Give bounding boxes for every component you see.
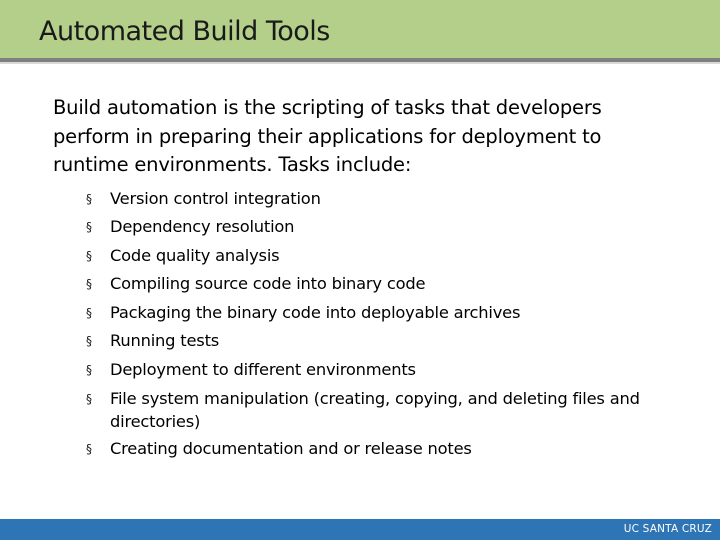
list-item — [53, 387, 673, 433]
list-item-text: Version control integration — [110, 188, 321, 208]
list-item-text: Dependency resolution — [110, 217, 295, 237]
list-item-text: File system manipulation (creating, copying, and deleting files and directories) — [110, 388, 640, 431]
list-item — [53, 272, 673, 296]
list-item-text: Packaging the binary code into deployable archives — [110, 302, 521, 322]
bullet-icon: § — [86, 391, 92, 406]
list-item — [53, 244, 673, 268]
bullet-icon: § — [86, 334, 92, 349]
footer-label: UC SANTA CRUZ — [623, 523, 712, 535]
list-item — [53, 329, 673, 353]
task-list — [53, 187, 673, 462]
bullet-icon: § — [86, 442, 92, 457]
list-item — [53, 301, 673, 325]
bullet-icon: § — [86, 220, 92, 235]
list-item-text: Running tests — [110, 331, 220, 351]
intro-paragraph: Build automation is the scripting of tasks that developers perform in preparing their applications for deployment to runtime environments. Tasks include: — [53, 96, 602, 176]
bullet-icon: § — [86, 305, 92, 320]
bullet-icon: § — [86, 277, 92, 292]
list-item — [53, 437, 673, 461]
bullet-icon: § — [86, 363, 92, 378]
slide-title: Automated Build Tools — [39, 16, 330, 47]
bullet-icon: § — [86, 191, 92, 206]
list-item — [53, 215, 673, 239]
footer-bar — [0, 519, 720, 540]
list-item — [53, 358, 673, 382]
slide-body — [53, 94, 673, 466]
list-item-text: Deployment to different environments — [110, 360, 416, 380]
list-item-text: Code quality analysis — [110, 245, 280, 265]
list-item — [53, 187, 673, 211]
bullet-icon: § — [86, 248, 92, 263]
title-bar — [0, 0, 720, 62]
list-item-text: Creating documentation and or release notes — [110, 439, 472, 459]
list-item-text: Compiling source code into binary code — [110, 274, 426, 294]
